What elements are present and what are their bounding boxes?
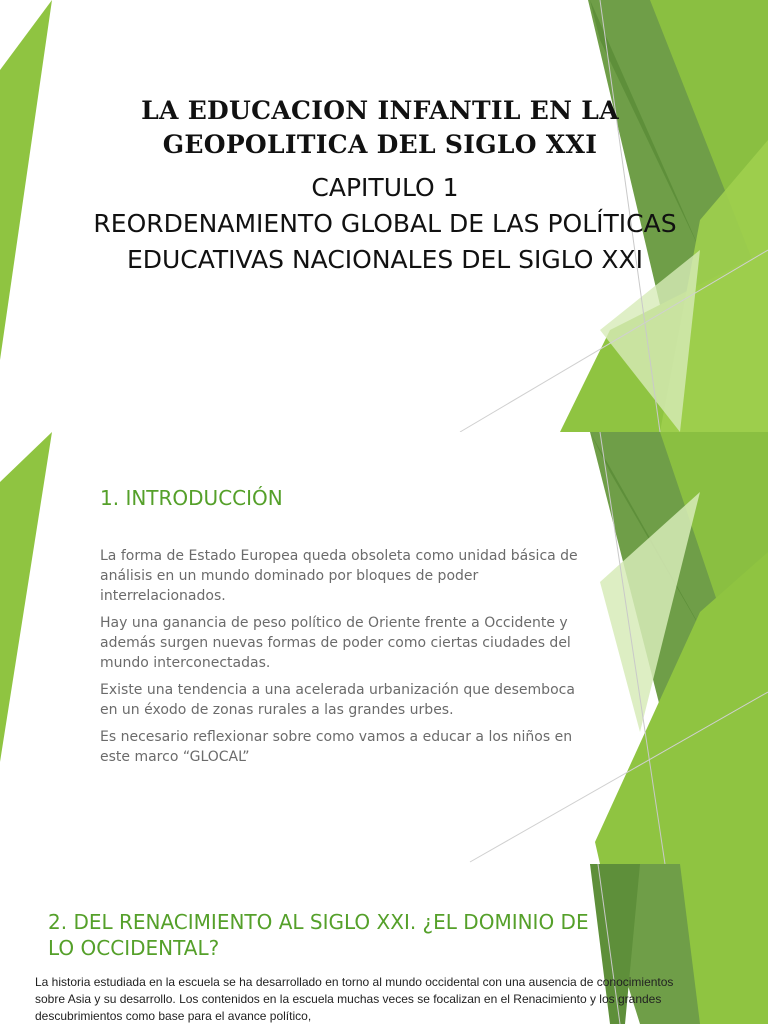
slide-2: [0, 432, 768, 864]
slide-1: [0, 0, 768, 432]
slide-3: [0, 864, 768, 1024]
paragraph: Hay una ganancia de peso político de Oriente frente a Occidente y además surgen nuevas formas de poder como ciertas ciudades del mundo interconectadas.: [100, 615, 571, 671]
paragraph: La forma de Estado Europea queda obsoleta como unidad básica de análisis en un mundo dominado por bloques de poder interrelacionados.: [100, 548, 578, 604]
paragraph: Existe una tendencia a una acelerada urbanización que desemboca en un éxodo de zonas rurales a las grandes urbes.: [100, 682, 575, 718]
presentation-title: LA EDUCACION INFANTIL EN LA GEOPOLITICA DEL SIGLO XXI: [141, 96, 619, 159]
section-body: La historia estudiada en la escuela se ha desarrollado en torno al mundo occidental con una ausencia de conocimientos sobre Asia y su desarrollo. Los contenidos en la escuela muchas veces se focalizan en el Renacimiento y los grandes descubrimientos como base para el avance político,: [35, 975, 674, 1023]
chapter-title: REORDENAMIENTO GLOBAL DE LAS POLÍTICAS EDUCATIVAS NACIONALES DEL SIGLO XXI: [93, 209, 677, 274]
paragraph: Es necesario reflexionar sobre como vamos a educar a los niños en este marco “GLOCAL”: [100, 729, 573, 765]
section-body: [100, 546, 590, 774]
section-heading: 1. INTRODUCCIÓN: [100, 486, 283, 510]
section-heading: 2. DEL RENACIMIENTO AL SIGLO XXI. ¿EL DOMINIO DE LO OCCIDENTAL?: [48, 910, 589, 960]
chapter-subtitle: [90, 170, 680, 278]
chapter-label: CAPITULO 1: [311, 173, 459, 202]
